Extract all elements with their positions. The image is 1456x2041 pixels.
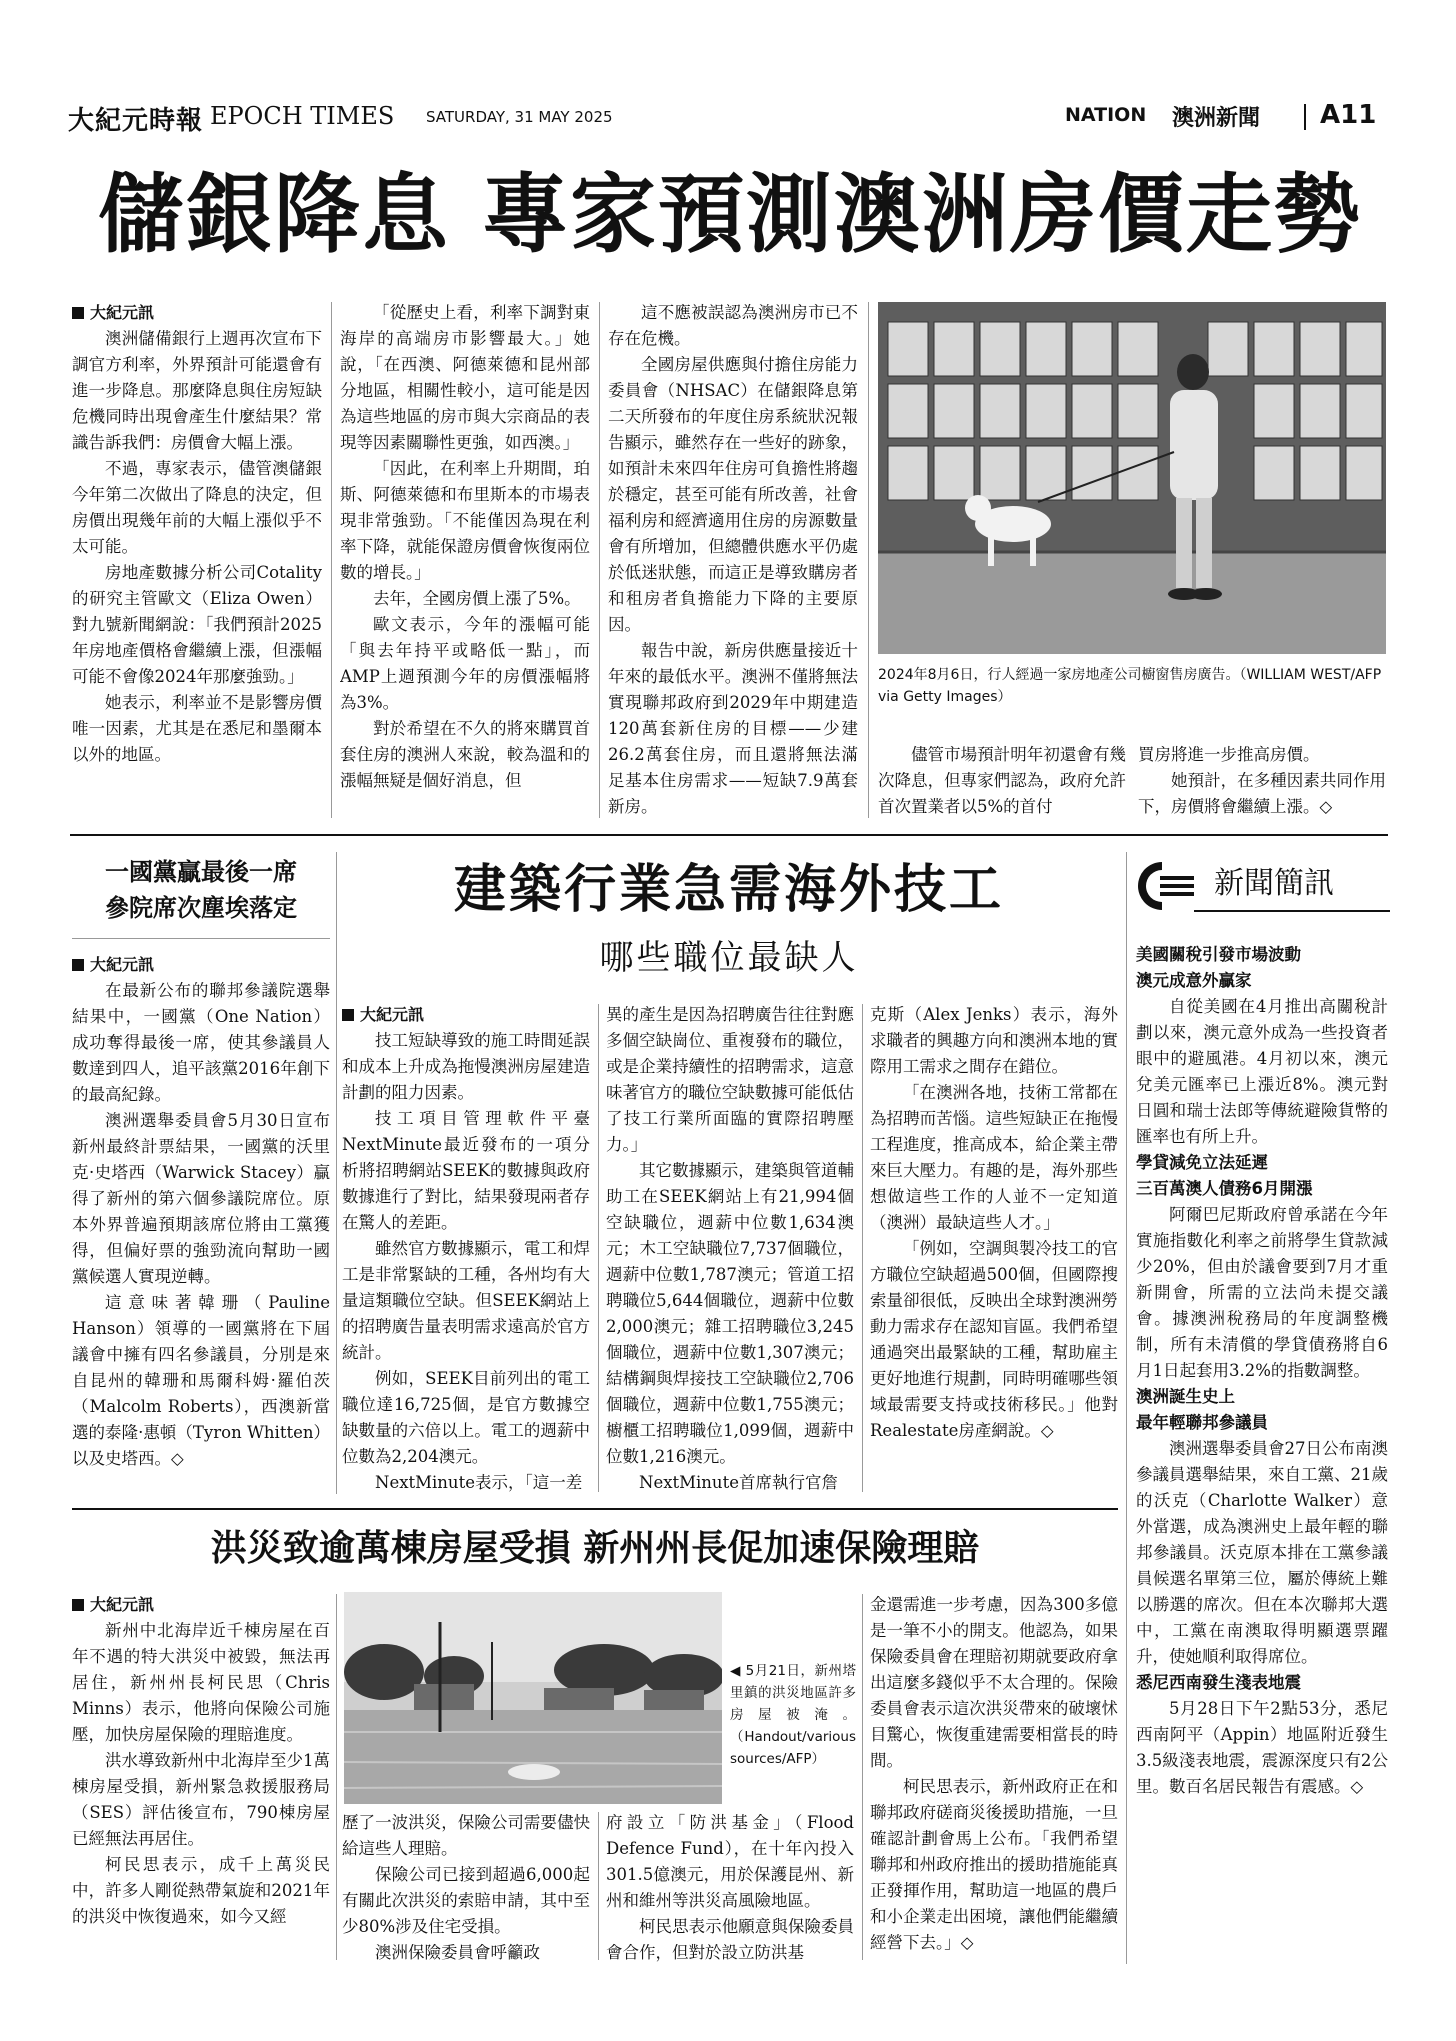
one-nation-headline-line1: 一國黨贏最後一席 <box>105 858 297 886</box>
brief-body: 自從美國在4月推出高關稅計劃以來，澳元意外成為一些投資者眼中的避風港。4月初以來，澳元兌美元匯率已上漲近8%。澳元對日圓和瑞士法郎等傳統避險貨幣的匯率也有所上升。 <box>1136 997 1388 1146</box>
brief-title-line2: 澳元成意外贏家 <box>1136 971 1252 990</box>
paragraph: 歷了一波洪災，保險公司需要儘快給這些人理賠。 <box>342 1813 590 1858</box>
one-nation-byline <box>72 952 330 978</box>
column-rule <box>336 852 337 1494</box>
paragraph: 其它數據顯示，建築與管道輔助工在SEEK網站上有21,994個空缺職位，週薪中位數1,634澳元；木工空缺職位7,737個職位，週薪中位數1,787澳元；管道工招聘職位5,644個職位，週薪中位數2,000澳元；雜工招聘職位3,245個職位，週薪中位數1,307澳元；結構鋼與焊接技工空缺職位2,706個職位，週薪中位數1,755澳元；櫥櫃工招聘職位1,099個，週薪中位數1,216澳元。 <box>606 1161 854 1466</box>
headline-underline <box>72 938 330 939</box>
paragraph: 澳洲儲備銀行上週再次宣布下調官方利率，外界預計可能還會有進一步降息。那麼降息與住房短缺危機同時出現會產生什麼結果？常識告訴我們：房價會大幅上漲。 <box>72 329 322 452</box>
brief-item <box>1136 1670 1388 1800</box>
byline-square-icon <box>72 1599 84 1611</box>
paragraph: 歐文表示，今年的漲幅可能「與去年持平或略低一點」，而AMP上週預測今年的房價漲幅將為3%。 <box>340 615 590 712</box>
paragraph: 「例如，空調與製冷技工的官方職位空缺超過500個，但國際搜索量卻很低，反映出全球對澳洲勞動力需求存在認知盲區。我們希望通過突出最緊缺的工種，幫助雇主更好地進行規劃，同時明確哪些領域最需要支持或技術移民。」他對Realestate房產網說。◇ <box>870 1239 1118 1440</box>
paragraph: 對於希望在不久的將來購買首套住房的澳洲人來說，較為溫和的漲幅無疑是個好消息，但 <box>340 719 590 790</box>
column-rule <box>336 1594 337 1960</box>
column-rule <box>331 302 332 818</box>
paragraph: 克斯（Alex Jenks）表示，海外求職者的興趣方向和澳洲本地的實際用工需求之間存在錯位。 <box>870 1005 1118 1076</box>
masthead <box>68 100 1388 134</box>
paragraph: 不過，專家表示，儘管澳儲銀今年第二次做出了降息的決定，但房價出現幾年前的大幅上漲似乎不太可能。 <box>72 459 322 556</box>
section-divider <box>70 834 1388 836</box>
paragraph: 柯民思表示，成千上萬災民中，許多人剛從熱帶氣旋和2021年的洪災中恢復過來，如今又經 <box>72 1855 330 1926</box>
paragraph: 「因此，在利率上升期間，珀斯、阿德萊德和布里斯本的市場表現非常強勁。「不能僅因為現在利率下降，就能保證房價會恢復兩位數的增長。」 <box>340 459 590 582</box>
paragraph: 去年，全國房價上漲了5%。 <box>373 589 581 608</box>
column-rule <box>1126 852 1127 1964</box>
paragraph: 她預計，在多種因素共同作用下，房價將會繼續上漲。◇ <box>1138 771 1386 816</box>
construction-headline: 建築行業急需海外技工 <box>453 860 1004 920</box>
lead-column-2 <box>340 300 590 820</box>
section-label-en: NATION <box>1065 104 1147 126</box>
construction-column-2 <box>606 1002 854 1494</box>
brief-title-line2: 三百萬澳人債務6月開漲 <box>1136 1179 1313 1198</box>
column-rule <box>598 1004 599 1492</box>
lead-headline: 儲銀降息 專家預測澳洲房價走勢 <box>98 164 1362 265</box>
real-estate-window-photo <box>878 302 1386 654</box>
flood-byline <box>72 1592 330 1618</box>
brief-title-line1: 美國關稅引發市場波動 <box>1136 945 1301 964</box>
lead-byline <box>72 300 322 326</box>
construction-subhead: 哪些職位最缺人 <box>599 938 859 978</box>
brief-item <box>1136 1384 1388 1670</box>
lead-photo <box>878 302 1386 654</box>
paragraph: 府設立「防洪基金」（Flood Defence Fund），在十年內投入301.5億澳元，用於保護昆州、新州和維州等洪災高風險地區。 <box>606 1813 854 1910</box>
construction-byline-text: 大紀元訊 <box>360 1005 425 1024</box>
brief-title <box>1136 1384 1388 1436</box>
flood-photo-caption: ◀ 5月21日，新州塔里鎮的洪災地區許多房屋被淹。（Handout/various sources/AFP） <box>730 1663 856 1767</box>
flood-column-2 <box>342 1810 590 1962</box>
flooded-town-photo <box>344 1592 722 1804</box>
news-briefs-title: 新聞簡訊 <box>1214 866 1334 901</box>
brief-title-line1: 澳洲誕生史上 <box>1136 1387 1235 1406</box>
one-nation-byline-text: 大紀元訊 <box>90 955 155 974</box>
news-briefs-logo-icon <box>1134 858 1194 914</box>
lead-column-3 <box>608 300 858 820</box>
brief-title-line1: 悉尼西南發生淺表地震 <box>1136 1673 1301 1692</box>
construction-byline <box>342 1002 590 1028</box>
brief-title <box>1136 1150 1388 1202</box>
paragraph: 洪水導致新州中北海岸至少1萬棟房屋受損，新州緊急救援服務局（SES）評估後宣布，790棟房屋已經無法再居住。 <box>72 1751 330 1848</box>
byline-square-icon <box>72 307 84 319</box>
lead-byline-text: 大紀元訊 <box>90 303 155 322</box>
masthead-paper-name-cn: 大紀元時報 <box>68 106 204 136</box>
paragraph: 全國房屋供應與付擔住房能力委員會（NHSAC）在儲銀降息第二天所發布的年度住房系統狀況報告顯示，雖然存在一些好的跡象，如預計未來四年住房可負擔性將趨於穩定，甚至可能有所改善，社會福利房和經濟適用住房的房源數量會有所增加，但總體供應水平仍處於低迷狀態，而這正是導致購房者和租房者負擔能力下降的主要原因。 <box>608 355 858 634</box>
column-rule <box>862 1004 863 1492</box>
paragraph: 柯民思表示他願意與保險委員會合作，但對於設立防洪基 <box>606 1917 854 1962</box>
column-rule <box>862 1594 863 1960</box>
flood-column-4 <box>870 1592 1118 1962</box>
flood-column-3 <box>606 1810 854 1962</box>
brief-title <box>1136 1670 1388 1696</box>
construction-column-1 <box>342 1002 590 1494</box>
brief-title <box>1136 942 1388 994</box>
paragraph: 在最新公布的聯邦參議院選舉結果中，一國黨（One Nation）成功奪得最後一席，使其參議員人數達到四人，追平該黨2016年創下的最高紀錄。 <box>72 981 330 1104</box>
brief-item <box>1136 942 1388 1150</box>
paragraph: 澳洲選舉委員會5月30日宣布新州最終計票結果，一國黨的沃里克·史塔西（Warwick Stacey）贏得了新州的第六個參議院席位。原本外界普遍預期該席位將由工黨獲得，但偏好票的強勁流向幫助一國黨候選人實現逆轉。 <box>72 1111 330 1286</box>
paragraph: 技工項目管理軟件平臺NextMinute最近發布的一項分析將招聘網站SEEK的數據與政府數據進行了對比，結果發現兩者存在驚人的差距。 <box>342 1109 590 1232</box>
section-divider <box>72 1508 1118 1510</box>
column-rule <box>598 1812 599 1960</box>
masthead-divider <box>1304 104 1306 130</box>
paragraph: 異的產生是因為招聘廣告往往對應多個空缺崗位、重複發布的職位，或是企業持續性的招聘需求，這意味著官方的職位空缺數據可能低估了技工行業所面臨的實際招聘壓力。」 <box>606 1005 854 1154</box>
flood-headline: 洪災致逾萬棟房屋受損 新州州長促加速保險理賠 <box>210 1528 980 1569</box>
paragraph: 這意味著韓珊（Pauline Hanson）領導的一國黨將在下屆議會中擁有四名參議員，分別是來自昆州的韓珊和馬爾科姆·羅伯茨（Malcolm Roberts），西澳新當選的泰隆·惠頓（Tyron Whitten）以及史塔西。◇ <box>72 1293 330 1468</box>
paragraph: NextMinute首席執行官詹 <box>639 1473 838 1492</box>
byline-square-icon <box>342 1009 354 1021</box>
brief-body: 澳洲選舉委員會27日公布南澳參議員選舉結果，來自工黨、21歲的沃克（Charlotte Walker）意外當選，成為澳洲史上最年輕的聯邦參議員。沃克原本排在工黨參議員候選名單第三位，屬於傳統上難以勝選的席次。但在本次聯邦大選中，工黨在南澳取得明顯選票躍升，使她順利取得席位。 <box>1136 1439 1388 1666</box>
brief-body: 阿爾巴尼斯政府曾承諾在今年實施指數化利率之前將學生貸款減少20%，但由於議會要到7月才重新開會，所需的立法尚未提交議會。據澳洲稅務局的年度調整機制，所有未清償的學貸債務將自6月1日起套用3.2%的指數調整。 <box>1136 1205 1388 1380</box>
paragraph: 澳洲保險委員會呼籲政 <box>375 1943 540 1962</box>
masthead-date: SATURDAY, 31 MAY 2025 <box>426 108 613 126</box>
paragraph: 房地產數據分析公司Cotality的研究主管歐文（Eliza Owen）對九號新聞網說：「我們預計2025年房地產價格會繼續上漲，但漲幅可能不會像2024年那麼強勁。」 <box>72 563 322 686</box>
lead-column-5 <box>1138 742 1386 822</box>
one-nation-body <box>72 952 330 1496</box>
column-rule <box>599 302 600 818</box>
flood-column-1 <box>72 1592 330 1962</box>
paragraph: 保險公司已接到超過6,000起有關此次洪災的索賠申請，其中至少80%涉及住宅受損。 <box>342 1865 590 1936</box>
brief-title-line2: 最年輕聯邦參議員 <box>1136 1413 1268 1432</box>
page-number: A11 <box>1320 100 1377 130</box>
byline-square-icon <box>72 959 84 971</box>
paragraph: 買房將進一步推高房價。 <box>1138 745 1320 764</box>
news-briefs-header <box>1134 858 1390 916</box>
news-briefs-list <box>1136 942 1388 1962</box>
brief-item <box>1136 1150 1388 1384</box>
paragraph: 「從歷史上看，利率下調對東海岸的高端房市影響最大。」她說，「在西澳、阿德萊德和昆州部分地區，相關性較小，這可能是因為這些地區的房市與大宗商品的表現等因素關聯性更強，如西澳。」 <box>340 303 590 452</box>
paragraph: 「在澳洲各地，技術工常都在為招聘而苦惱。這些短缺正在拖慢工程進度，推高成本，給企業主帶來巨大壓力。有趣的是，海外那些想做這些工作的人並不一定知道（澳洲）最缺這些人才。」 <box>870 1083 1118 1232</box>
brief-title-line1: 學貸減免立法延遲 <box>1136 1153 1268 1172</box>
paragraph: 這不應被誤認為澳洲房市已不存在危機。 <box>608 303 858 348</box>
flood-byline-text: 大紀元訊 <box>90 1595 155 1614</box>
column-rule <box>868 302 869 818</box>
lead-column-4 <box>878 742 1126 822</box>
header-rule <box>1194 910 1390 912</box>
paragraph: 柯民思表示，新州政府正在和聯邦政府磋商災後援助措施，一旦確認計劃會馬上公布。「我們希望聯邦和州政府推出的援助措施能真正發揮作用，幫助這一地區的農戶和小企業走出困境，讓他們能繼續經營下去。」◇ <box>870 1777 1118 1952</box>
paragraph: 例如，SEEK目前列出的電工職位達16,725個，是官方數據空缺數量的六倍以上。電工的週薪中位數為2,204澳元。 <box>342 1369 590 1466</box>
brief-body: 5月28日下午2點53分，悉尼西南阿平（Appin）地區附近發生3.5級淺表地震，震源深度只有2公里。數百名居民報告有震感。◇ <box>1136 1699 1388 1796</box>
section-label-cn: 澳洲新聞 <box>1172 106 1261 131</box>
one-nation-headline <box>72 854 330 926</box>
paragraph: 技工短缺導致的施工時間延誤和成本上升成為拖慢澳洲房屋建造計劃的阻力因素。 <box>342 1031 590 1102</box>
lead-column-1 <box>72 300 322 820</box>
flood-photo <box>344 1592 722 1804</box>
paragraph: 新州中北海岸近千棟房屋在百年不遇的特大洪災中被毀，無法再居住，新州州長柯民思（Chris Minns）表示，他將向保險公司施壓，加快房屋保險的理賠進度。 <box>72 1621 330 1744</box>
lead-photo-caption: 2024年8月6日，行人經過一家房地產公司櫥窗售房廣告。（WILLIAM WEST/AFP via Getty Images） <box>878 667 1382 705</box>
paragraph: 報告中說，新房供應量接近十年來的最低水平。澳洲不僅將無法實現聯邦政府到2029年中期建造120萬套新住房的目標——少建26.2萬套住房，而且還將無法滿足基本住房需求——短缺7.9萬套新房。 <box>608 641 858 816</box>
paragraph: 金還需進一步考慮，因為300多億是一筆不小的開支。他認為，如果保險委員會在理賠初期就要政府拿出這麼多錢似乎不太合理的。保險委員會表示這次洪災帶來的破壞怵目驚心，恢復重建需要相當長的時間。 <box>870 1595 1118 1770</box>
paragraph: 她表示，利率並不是影響房價唯一因素，尤其是在悉尼和墨爾本以外的地區。 <box>72 693 322 764</box>
paragraph: 雖然官方數據顯示，電工和焊工是非常緊缺的工種，各州均有大量這類職位空缺。但SEEK網站上的招聘廣告量表明需求遠高於官方統計。 <box>342 1239 590 1362</box>
paragraph: 儘管市場預計明年初還會有幾次降息，但專家們認為，政府允許首次置業者以5%的首付 <box>878 745 1126 816</box>
construction-column-3 <box>870 1002 1118 1494</box>
paragraph: NextMinute表示，「這一差 <box>375 1473 583 1492</box>
masthead-paper-name-en: EPOCH TIMES <box>210 102 395 130</box>
one-nation-headline-line2: 參院席次塵埃落定 <box>105 894 297 922</box>
